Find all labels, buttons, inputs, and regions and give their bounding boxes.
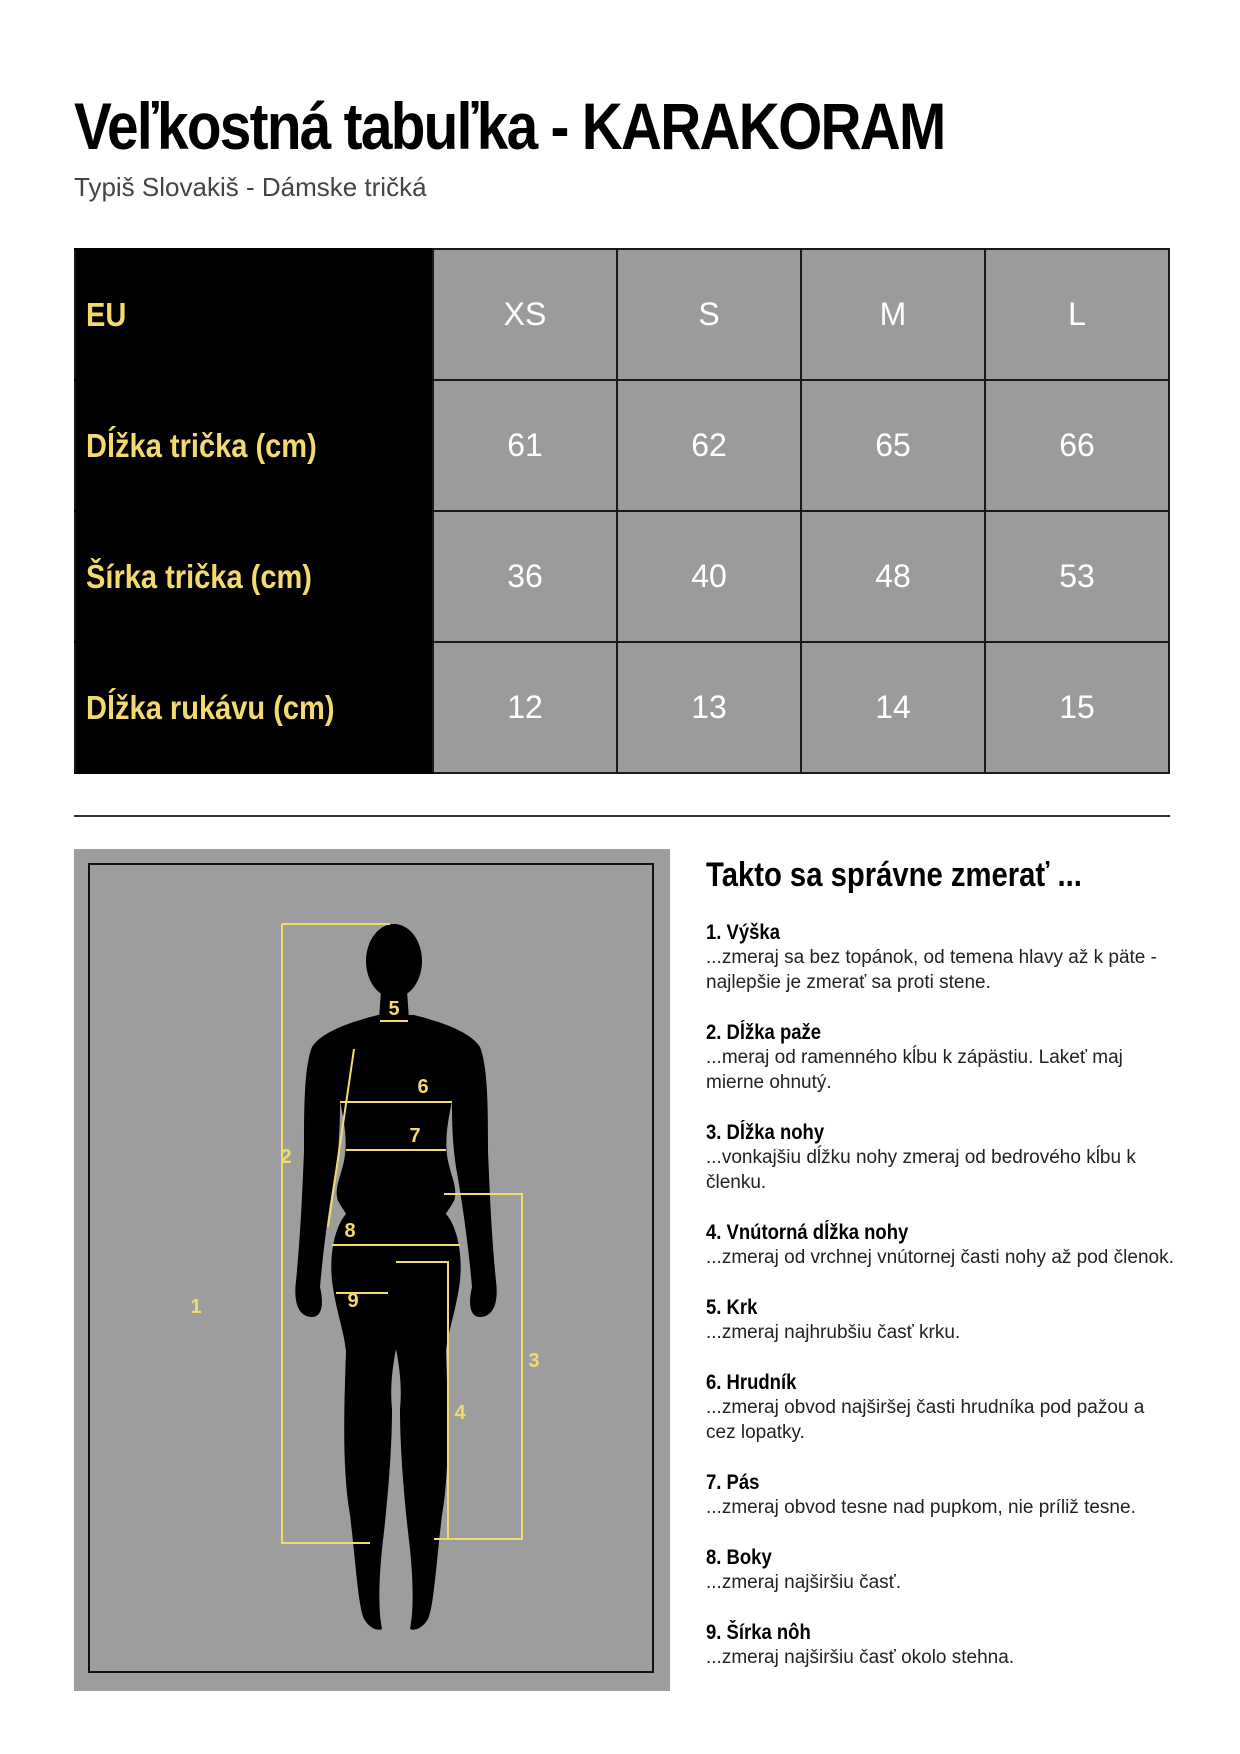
marker-2: 2	[280, 1146, 292, 1168]
step-text: ...vonkajšiu dĺžku nohy zmeraj od bedrového kĺbu k členku.	[706, 1147, 1136, 1193]
step-waist	[706, 1470, 1176, 1520]
step-text: ...zmeraj najširšiu časť.	[706, 1572, 902, 1593]
table-cell: 53	[985, 511, 1169, 642]
woman-body-silhouette-icon	[74, 849, 670, 1691]
table-cell: 13	[617, 642, 801, 773]
table-row-shirt-width	[75, 511, 1169, 642]
step-title: 2. Dĺžka paže	[706, 1021, 822, 1044]
step-text: ...zmeraj sa bez topánok, od temena hlavy až k päte - najlepšie je zmerať sa proti stene.	[706, 947, 1157, 993]
table-cell: 65	[801, 380, 985, 511]
step-text: ...zmeraj najširšiu časť okolo stehna.	[706, 1647, 1015, 1668]
step-thigh-width	[706, 1620, 1176, 1670]
step-title: 8. Boky	[706, 1546, 772, 1569]
measurement-steps	[706, 920, 1176, 1695]
step-title: 9. Šírka nôh	[706, 1621, 811, 1644]
table-cell: M	[801, 249, 985, 380]
step-title: 7. Pás	[706, 1471, 760, 1494]
measurement-figure	[74, 849, 670, 1691]
page-title: Veľkostná tabuľka - KARAKORAM	[74, 89, 945, 163]
table-cell: 66	[985, 380, 1169, 511]
table-row-shirt-length	[75, 380, 1169, 511]
table-cell: 12	[433, 642, 617, 773]
step-title: 4. Vnútorná dĺžka nohy	[706, 1221, 909, 1244]
step-title: 6. Hrudník	[706, 1371, 797, 1394]
step-text: ...meraj od ramenného kĺbu k zápästiu. Lakeť maj mierne ohnutý.	[706, 1047, 1123, 1093]
size-table	[74, 248, 1170, 774]
step-text: ...zmeraj obvod tesne nad pupkom, nie príliž tesne.	[706, 1497, 1136, 1518]
marker-5: 5	[388, 998, 400, 1020]
table-cell: 40	[617, 511, 801, 642]
marker-6: 6	[417, 1076, 429, 1098]
marker-3: 3	[528, 1350, 540, 1372]
row-header: Dĺžka rukávu (cm)	[75, 642, 433, 773]
row-header: Dĺžka trička (cm)	[75, 380, 433, 511]
step-title: 1. Výška	[706, 921, 780, 944]
step-title: 5. Krk	[706, 1296, 758, 1319]
table-cell: 62	[617, 380, 801, 511]
table-cell: 15	[985, 642, 1169, 773]
step-text: ...zmeraj od vrchnej vnútornej časti nohy až pod členok.	[706, 1247, 1174, 1268]
step-text: ...zmeraj obvod najširšej časti hrudníka pod pažou a cez lopatky.	[706, 1397, 1145, 1443]
step-neck	[706, 1295, 1176, 1345]
marker-9: 9	[347, 1290, 359, 1312]
page-subtitle: Typiš Slovakiš - Dámske tričká	[74, 172, 427, 202]
marker-8: 8	[344, 1220, 356, 1242]
table-cell: 48	[801, 511, 985, 642]
row-header: Šírka trička (cm)	[75, 511, 433, 642]
step-height	[706, 920, 1176, 995]
step-title: 3. Dĺžka nohy	[706, 1121, 825, 1144]
table-row-eu	[75, 249, 1169, 380]
howto-title: Takto sa správne zmerať ...	[706, 856, 1082, 894]
step-inseam	[706, 1220, 1176, 1270]
table-cell: S	[617, 249, 801, 380]
step-arm-length	[706, 1020, 1176, 1095]
step-text: ...zmeraj najhrubšiu časť krku.	[706, 1322, 961, 1343]
table-cell: L	[985, 249, 1169, 380]
marker-1: 1	[190, 1296, 202, 1318]
table-cell: 36	[433, 511, 617, 642]
marker-7: 7	[409, 1125, 421, 1147]
step-leg-length	[706, 1120, 1176, 1195]
step-hips	[706, 1545, 1176, 1595]
table-cell: XS	[433, 249, 617, 380]
row-header: EU	[75, 249, 433, 380]
table-row-sleeve-length	[75, 642, 1169, 773]
table-cell: 14	[801, 642, 985, 773]
step-chest	[706, 1370, 1176, 1445]
section-divider	[74, 815, 1170, 817]
marker-4: 4	[454, 1402, 466, 1424]
table-cell: 61	[433, 380, 617, 511]
